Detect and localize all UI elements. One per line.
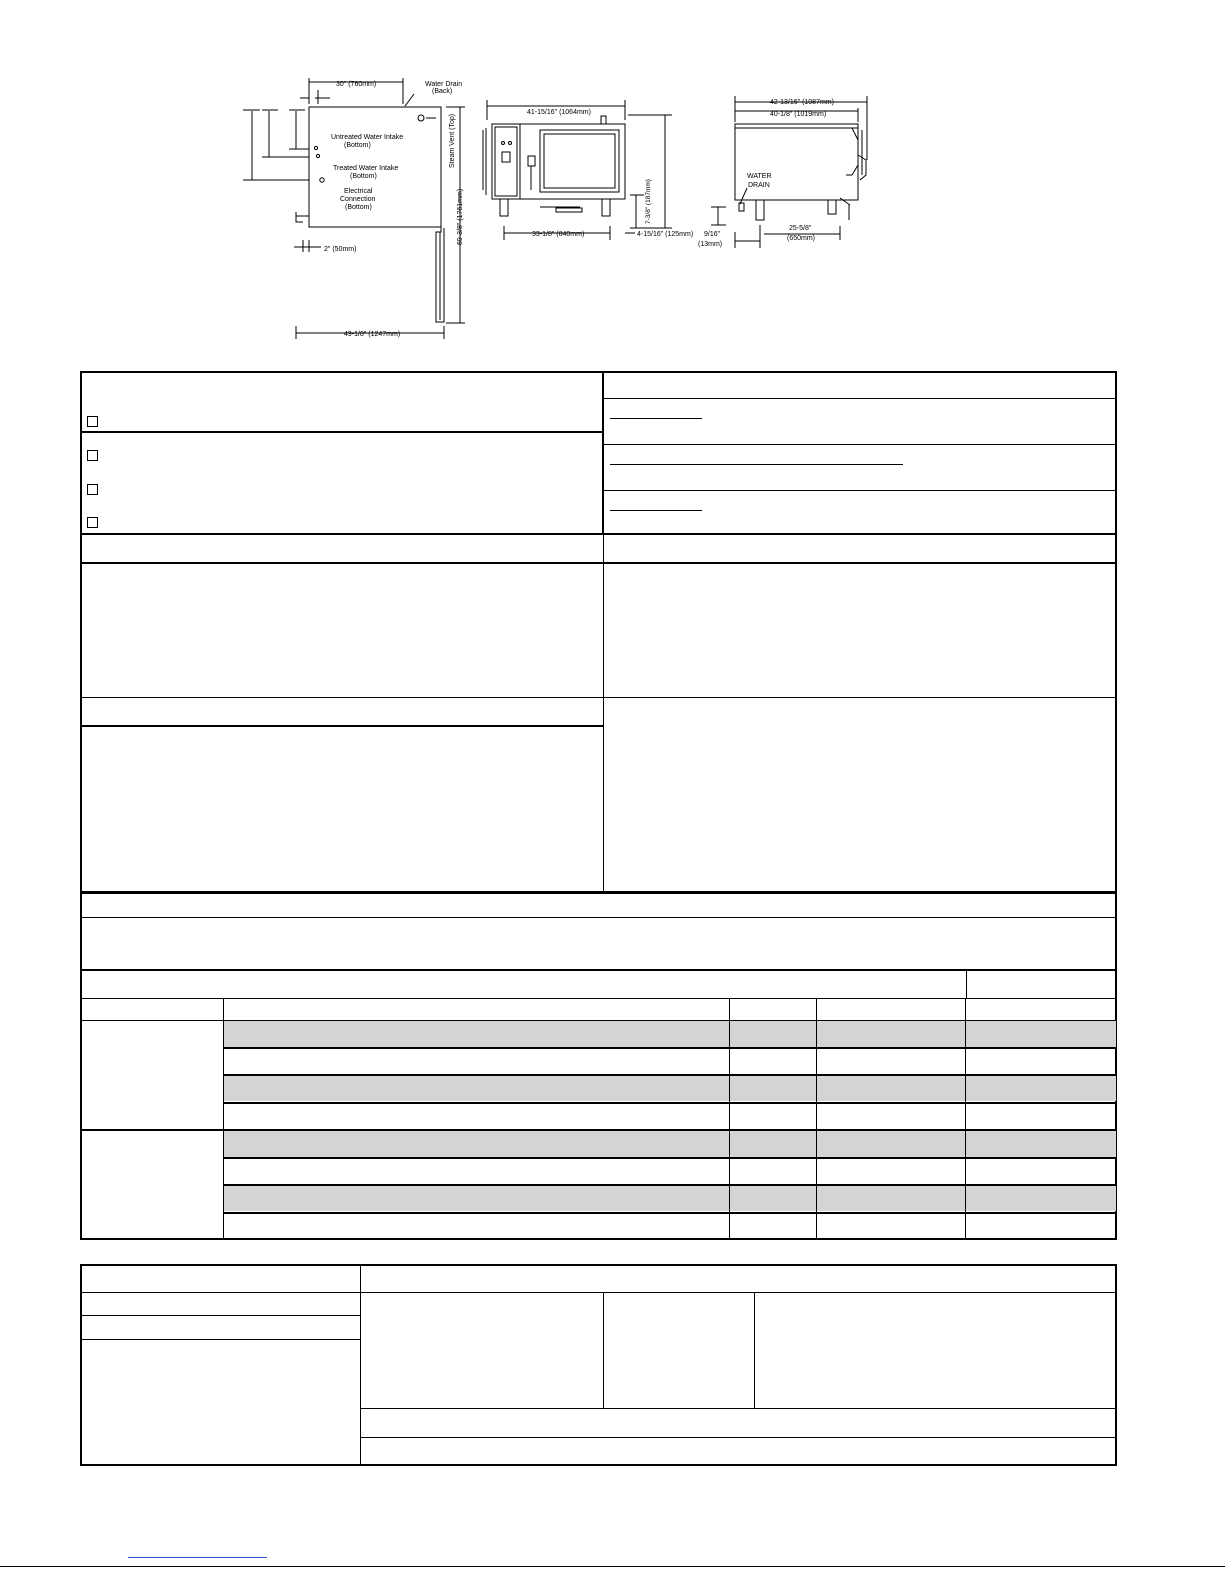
bottom-box [80,1264,1117,1466]
svg-text:49-1/8" (1247mm): 49-1/8" (1247mm) [344,331,401,338]
svg-text:9/16": 9/16" [704,231,721,238]
divider [80,1339,361,1340]
svg-text:(650mm): (650mm) [787,235,816,242]
divider [966,970,967,999]
svg-text:25-5/8": 25-5/8" [789,225,812,232]
svg-text:WATER: WATER [747,173,772,180]
svg-text:Steam Vent (Top): Steam Vent (Top) [449,113,456,168]
divider [360,1264,361,1466]
svg-text:40-1/8" (1019mm): 40-1/8" (1019mm) [770,111,827,118]
divider [80,998,1117,999]
checkbox-3[interactable] [87,484,98,495]
table-row-shaded [224,1131,1116,1157]
divider [602,398,1117,399]
table-row [224,1074,1116,1076]
divider [80,562,1117,564]
svg-text:69-3/8" (1761mm): 69-3/8" (1761mm) [457,188,464,245]
svg-text:33-1/8" (840mm): 33-1/8" (840mm) [532,231,585,238]
footer-rule [0,1566,1225,1567]
divider [360,1408,1117,1409]
checkbox-1[interactable] [87,416,98,427]
table-row-shaded [224,1185,1116,1211]
svg-text:42-13/16" (1087mm): 42-13/16" (1087mm) [770,99,834,106]
table-row [224,1047,1116,1049]
divider [602,444,1117,445]
svg-text:41-15/16" (1064mm): 41-15/16" (1064mm) [527,109,591,116]
end-view-labels [698,99,834,248]
svg-text:2" (50mm): 2" (50mm) [324,246,357,253]
divider [80,431,604,433]
blank-line[interactable] [610,464,903,465]
svg-text:(Back): (Back) [432,88,453,95]
divider [80,917,1117,918]
svg-text:4-15/16" (125mm): 4-15/16" (125mm) [637,231,694,238]
checkbox-2[interactable] [87,450,98,461]
table-column [965,998,966,1240]
blank-line[interactable] [610,510,702,511]
svg-text:DRAIN: DRAIN [748,182,770,189]
form-middle-box [80,535,1117,893]
divider [80,1315,361,1316]
table-row [224,1102,1116,1104]
table-row-shaded [224,1075,1116,1101]
divider [80,1292,1117,1293]
divider [603,1292,604,1408]
table-column [729,998,730,1240]
table-column [223,998,224,1240]
svg-text:7-3/8" (187mm): 7-3/8" (187mm) [645,179,652,224]
side-view-labels [324,81,464,338]
svg-text:(Bottom): (Bottom) [345,204,372,211]
checkbox-4[interactable] [87,517,98,528]
table-row-shaded [224,1021,1116,1047]
divider [603,535,604,893]
installation-drawings [0,0,1225,350]
table-column [816,998,817,1240]
table-row [224,1184,1116,1186]
water-drain-label: Water Drain [425,81,463,88]
svg-text:Untreated Water Intake: Untreated Water Intake [331,134,404,141]
divider [602,490,1117,491]
form-top-left-box [80,371,604,535]
svg-text:(Bottom): (Bottom) [350,173,377,180]
front-view-labels [527,109,693,238]
divider [80,697,1117,698]
footer-link[interactable] [128,1557,267,1558]
front-view-drawing [483,100,672,240]
table-row [224,1212,1116,1214]
svg-text:Electrical: Electrical [344,188,373,195]
dim-top-label: 30" (760mm) [336,81,377,88]
divider [360,1437,1117,1438]
divider [754,1292,755,1408]
notes-box [80,892,1117,971]
table-row [224,1157,1116,1159]
svg-text:(13mm): (13mm) [698,241,723,248]
divider [80,725,604,727]
svg-text:(Bottom): (Bottom) [344,142,371,149]
svg-text:Treated Water Intake: Treated Water Intake [333,165,399,172]
svg-text:Connection: Connection [340,196,376,203]
blank-line[interactable] [610,418,702,419]
